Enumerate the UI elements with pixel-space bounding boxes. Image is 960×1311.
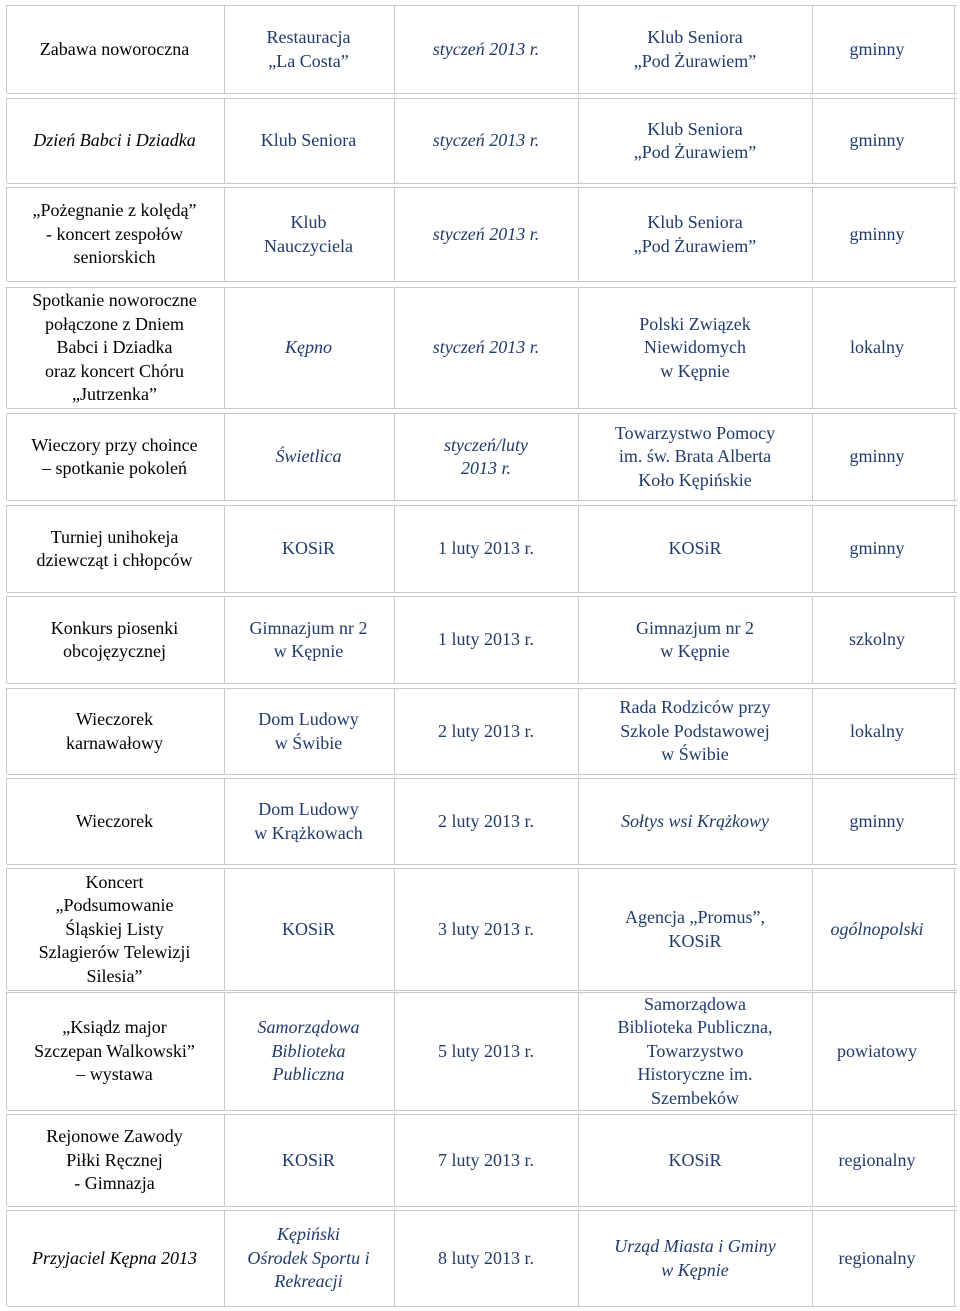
place-text: Kępiński Ośrodek Sportu i Rekreacji: [247, 1224, 370, 1292]
range-text: ogólnopolski: [830, 918, 924, 939]
title-text: Rejonowe Zawody Piłki Ręcznej - Gimnazja: [46, 1126, 183, 1194]
column-rule: [6, 1114, 7, 1206]
cell-organizer: [582, 689, 808, 774]
cell-place: [226, 1115, 391, 1206]
title-text: Spotkanie noworoczne połączone z Dniem Babci i Dziadka oraz koncert Chóru „Jutrzenka”: [32, 290, 197, 405]
cell-title: [8, 414, 221, 500]
place-text: Klub Seniora: [260, 130, 357, 151]
date-text: 1 luty 2013 r.: [437, 538, 534, 559]
column-rule: [394, 596, 395, 683]
cell-range: [814, 779, 940, 864]
cell-place: [226, 597, 391, 683]
column-rule: [954, 187, 955, 281]
range-text: gminny: [849, 810, 905, 831]
column-rule: [6, 1210, 7, 1306]
date-text: styczeń 2013 r.: [432, 130, 540, 151]
column-rule: [394, 187, 395, 281]
column-rule: [394, 505, 395, 592]
column-rule: [578, 187, 579, 281]
place-text: Kępno: [285, 337, 332, 358]
place-text: Klub Nauczyciela: [264, 212, 353, 256]
column-rule: [224, 413, 225, 500]
date-text: 2 luty 2013 r.: [437, 720, 534, 741]
column-rule: [6, 596, 7, 683]
column-rule: [812, 778, 813, 864]
cell-place: [226, 689, 391, 774]
column-rule: [578, 688, 579, 774]
column-rule: [224, 98, 225, 183]
cell-place: [226, 414, 391, 500]
cell-date: [398, 1115, 574, 1206]
range-text: gminny: [849, 130, 905, 151]
column-rule: [6, 98, 7, 183]
cell-organizer: [582, 869, 808, 990]
column-rule: [6, 868, 7, 990]
row-rule: [7, 1206, 957, 1207]
column-rule: [954, 413, 955, 500]
column-rule: [224, 505, 225, 592]
cell-place: [226, 1211, 391, 1306]
row-rule: [7, 281, 957, 282]
column-rule: [224, 1210, 225, 1306]
cell-date: [398, 689, 574, 774]
range-text: gminny: [849, 38, 905, 59]
column-rule: [394, 778, 395, 864]
column-rule: [954, 287, 955, 408]
date-text: 7 luty 2013 r.: [437, 1149, 534, 1170]
date-text: 3 luty 2013 r.: [437, 918, 534, 939]
cell-date: [398, 99, 574, 183]
organizer-text: Rada Rodziców przy Szkole Podstawowej w Świbie: [619, 697, 771, 765]
column-rule: [812, 596, 813, 683]
column-rule: [224, 868, 225, 990]
column-rule: [394, 287, 395, 408]
cell-place: [226, 506, 391, 592]
cell-range: [814, 99, 940, 183]
row-rule: [7, 683, 957, 684]
date-text: 2 luty 2013 r.: [437, 810, 534, 831]
cell-range: [814, 6, 940, 93]
cell-organizer: [582, 597, 808, 683]
cell-organizer: [582, 6, 808, 93]
date-text: styczeń 2013 r.: [432, 38, 540, 59]
cell-range: [814, 689, 940, 774]
column-rule: [394, 98, 395, 183]
column-rule: [812, 187, 813, 281]
column-rule: [394, 1114, 395, 1206]
column-rule: [224, 688, 225, 774]
cell-title: [8, 779, 221, 864]
column-rule: [812, 688, 813, 774]
cell-organizer: [582, 1115, 808, 1206]
column-rule: [578, 287, 579, 408]
organizer-text: Polski Związek Niewidomych w Kępnie: [639, 313, 751, 381]
column-rule: [224, 187, 225, 281]
cell-title: [8, 1115, 221, 1206]
column-rule: [6, 688, 7, 774]
column-rule: [954, 1114, 955, 1206]
range-text: gminny: [849, 446, 905, 467]
cell-range: [814, 1211, 940, 1306]
row-rule: [7, 592, 957, 593]
column-rule: [954, 778, 955, 864]
column-rule: [224, 287, 225, 408]
cell-organizer: [582, 993, 808, 1110]
cell-title: [8, 288, 221, 408]
organizer-text: Agencja „Promus”, KOSiR: [625, 907, 765, 951]
column-rule: [224, 992, 225, 1110]
column-rule: [578, 413, 579, 500]
column-rule: [954, 688, 955, 774]
column-rule: [6, 992, 7, 1110]
cell-date: [398, 993, 574, 1110]
place-text: Dom Ludowy w Świbie: [258, 709, 359, 753]
column-rule: [224, 1114, 225, 1206]
organizer-text: Klub Seniora „Pod Żurawiem”: [633, 212, 757, 256]
column-rule: [954, 5, 955, 93]
range-text: regionalny: [838, 1247, 916, 1268]
row-rule: [7, 93, 957, 94]
organizer-text: Klub Seniora „Pod Żurawiem”: [633, 27, 757, 71]
cell-place: [226, 779, 391, 864]
column-rule: [394, 5, 395, 93]
column-rule: [394, 1210, 395, 1306]
column-rule: [954, 1210, 955, 1306]
place-text: Świetlica: [275, 446, 342, 467]
column-rule: [954, 505, 955, 592]
column-rule: [394, 688, 395, 774]
date-text: styczeń 2013 r.: [432, 337, 540, 358]
cell-organizer: [582, 414, 808, 500]
date-text: 8 luty 2013 r.: [437, 1247, 534, 1268]
cell-title: [8, 188, 221, 281]
cell-title: [8, 506, 221, 592]
place-text: Gimnazjum nr 2 w Kępnie: [249, 617, 368, 661]
organizer-text: Sołtys wsi Krążkowy: [620, 810, 769, 831]
column-rule: [6, 287, 7, 408]
date-text: styczeń 2013 r.: [432, 223, 540, 244]
place-text: Dom Ludowy w Krążkowach: [254, 799, 363, 843]
column-rule: [578, 505, 579, 592]
column-rule: [578, 778, 579, 864]
cell-place: [226, 288, 391, 408]
cell-date: [398, 414, 574, 500]
cell-title: [8, 869, 221, 990]
title-text: Wieczorek karnawałowy: [66, 709, 163, 753]
column-rule: [578, 596, 579, 683]
title-text: Zabawa noworoczna: [39, 38, 190, 59]
title-text: Wieczory przy choince – spotkanie pokoleń: [31, 434, 198, 478]
column-rule: [812, 5, 813, 93]
row-rule: [7, 408, 957, 409]
row-rule: [7, 183, 957, 184]
cell-place: [226, 869, 391, 990]
column-rule: [6, 505, 7, 592]
column-rule: [394, 992, 395, 1110]
range-text: szkolny: [849, 629, 905, 650]
column-rule: [812, 992, 813, 1110]
range-text: powiatowy: [837, 1040, 917, 1061]
column-rule: [812, 287, 813, 408]
date-text: 5 luty 2013 r.: [437, 1040, 534, 1061]
cell-date: [398, 779, 574, 864]
row-rule: [7, 500, 957, 501]
cell-organizer: [582, 506, 808, 592]
range-text: lokalny: [850, 720, 904, 741]
column-rule: [6, 413, 7, 500]
title-text: Turniej unihokeja dziewcząt i chłopców: [36, 526, 193, 570]
column-rule: [394, 868, 395, 990]
title-text: Koncert „Podsumowanie Śląskiej Listy Szlagierów Telewizji Silesia”: [38, 871, 191, 986]
range-text: regionalny: [838, 1149, 916, 1170]
cell-date: [398, 188, 574, 281]
organizer-text: KOSiR: [668, 1149, 722, 1170]
organizer-text: Samorządowa Biblioteka Publiczna, Towarzystwo Historyczne im. Szembeków: [617, 993, 773, 1108]
cell-organizer: [582, 1211, 808, 1306]
organizer-text: Urząd Miasta i Gminy w Kępnie: [614, 1236, 776, 1280]
cell-organizer: [582, 288, 808, 408]
cell-date: [398, 506, 574, 592]
organizer-text: KOSiR: [668, 538, 722, 559]
row-rule: [7, 990, 957, 991]
cell-range: [814, 1115, 940, 1206]
column-rule: [578, 868, 579, 990]
cell-title: [8, 993, 221, 1110]
cell-place: [226, 99, 391, 183]
column-rule: [6, 5, 7, 93]
cell-organizer: [582, 188, 808, 281]
cell-title: [8, 689, 221, 774]
cell-organizer: [582, 779, 808, 864]
organizer-text: Klub Seniora „Pod Żurawiem”: [633, 118, 757, 162]
column-rule: [954, 992, 955, 1110]
column-rule: [812, 98, 813, 183]
cell-title: [8, 99, 221, 183]
column-rule: [394, 413, 395, 500]
title-text: „Ksiądz major Szczepan Walkowski” – wystawa: [34, 1017, 195, 1085]
place-text: KOSiR: [281, 1149, 335, 1170]
date-text: 1 luty 2013 r.: [437, 629, 534, 650]
column-rule: [578, 992, 579, 1110]
place-text: Samorządowa Biblioteka Publiczna: [257, 1017, 360, 1085]
organizer-text: Gimnazjum nr 2 w Kępnie: [636, 617, 754, 661]
range-text: lokalny: [850, 337, 904, 358]
cell-date: [398, 6, 574, 93]
title-text: „Pożegnanie z kolędą” - koncert zespołów seniorskich: [32, 200, 197, 268]
column-rule: [812, 1114, 813, 1206]
column-rule: [578, 1114, 579, 1206]
column-rule: [224, 5, 225, 93]
cell-place: [226, 993, 391, 1110]
cell-place: [226, 188, 391, 281]
title-text: Dzień Babci i Dziadka: [33, 130, 196, 151]
cell-date: [398, 288, 574, 408]
column-rule: [578, 1210, 579, 1306]
column-rule: [812, 1210, 813, 1306]
place-text: Restauracja „La Costa”: [266, 27, 351, 71]
row-rule: [7, 1110, 957, 1111]
cell-organizer: [582, 99, 808, 183]
cell-title: [8, 597, 221, 683]
cell-range: [814, 993, 940, 1110]
title-text: Konkurs piosenki obcojęzycznej: [50, 617, 179, 661]
row-rule: [7, 774, 957, 775]
column-rule: [812, 868, 813, 990]
column-rule: [578, 5, 579, 93]
cell-title: [8, 1211, 221, 1306]
range-text: gminny: [849, 223, 905, 244]
row-rule: [7, 1306, 957, 1307]
column-rule: [6, 778, 7, 864]
cell-date: [398, 1211, 574, 1306]
place-text: KOSiR: [281, 538, 335, 559]
range-text: gminny: [849, 538, 905, 559]
column-rule: [954, 98, 955, 183]
cell-range: [814, 597, 940, 683]
column-rule: [812, 505, 813, 592]
cell-date: [398, 869, 574, 990]
cell-title: [8, 6, 221, 93]
cell-range: [814, 414, 940, 500]
title-text: Wieczorek: [75, 810, 154, 831]
cell-date: [398, 597, 574, 683]
place-text: KOSiR: [281, 918, 335, 939]
cell-range: [814, 869, 940, 990]
organizer-text: Towarzystwo Pomocy im. św. Brata Alberta Koło Kępińskie: [614, 422, 776, 490]
column-rule: [224, 778, 225, 864]
column-rule: [954, 596, 955, 683]
cell-place: [226, 6, 391, 93]
cell-range: [814, 188, 940, 281]
column-rule: [6, 187, 7, 281]
column-rule: [224, 596, 225, 683]
column-rule: [578, 98, 579, 183]
column-rule: [812, 413, 813, 500]
date-text: styczeń/luty 2013 r.: [444, 434, 528, 478]
row-rule: [7, 864, 957, 865]
cell-range: [814, 288, 940, 408]
cell-range: [814, 506, 940, 592]
title-text: Przyjaciel Kępna 2013: [32, 1247, 197, 1268]
column-rule: [954, 868, 955, 990]
